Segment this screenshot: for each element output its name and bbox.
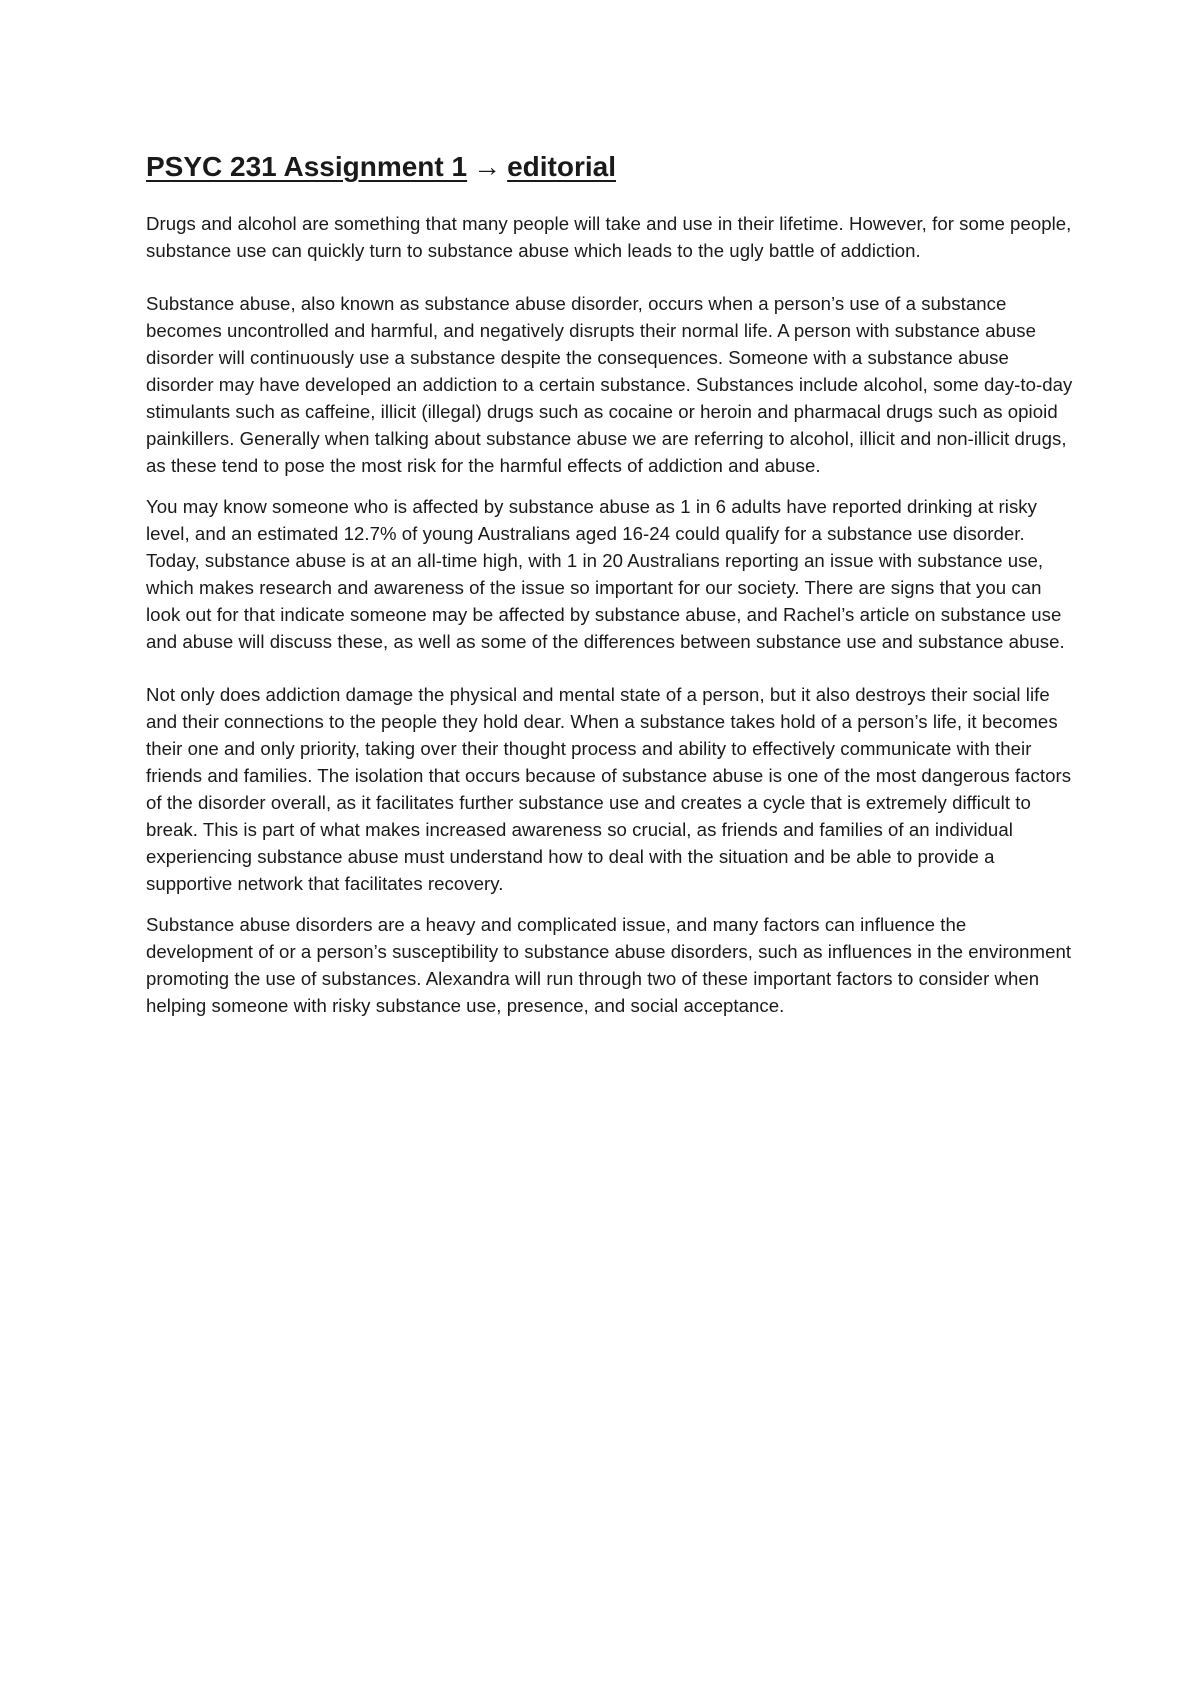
title-suffix: editorial [507, 151, 617, 182]
paragraph-social-impact: Not only does addiction damage the physical and mental state of a person, but it also destroys their social life and their connections to the people they hold dear. When a substance takes hold of a person’s life, it becomes their one and only priority, taking over their thought process and ability to effectively communicate with their friends and families. The isolation that occurs because of substance abuse is one of the most dangerous factors of the disorder overall, as it facilitates further substance use and creates a cycle that is extremely difficult to break. This is part of what makes increased awareness so crucial, as friends and families of an individual experiencing substance abuse must understand how to deal with the situation and be able to provide a supportive network that facilitates recovery. [146, 683, 1072, 894]
title-prefix: PSYC 231 Assignment 1 [146, 151, 468, 182]
document-body [146, 150, 1076, 1045]
paragraph-factors: Substance abuse disorders are a heavy and complicated issue, and many factors can influence the development of or a person’s susceptibility to substance abuse disorders, such as influences in the environment promoting the use of substances. Alexandra will run through two of these important factors to consider when helping someone with risky substance use, presence, and social acceptance. [146, 913, 1072, 1016]
document-title [146, 150, 1076, 184]
paragraph-statistics: You may know someone who is affected by substance abuse as 1 in 6 adults have reported drinking at risky level, and an estimated 12.7% of young Australians aged 16-24 could qualify for a substance use disorder. Today, substance abuse is at an all-time high, with 1 in 20 Australians reporting an issue with substance use, which makes research and awareness of the issue so important for our society. There are signs that you can look out for that indicate someone may be affected by substance abuse, and Rachel’s article on substance use and abuse will discuss these, as well as some of the differences between substance use and substance abuse. [146, 495, 1065, 652]
paragraph-intro: Drugs and alcohol are something that many people will take and use in their lifetime. However, for some people, substance use can quickly turn to substance abuse which leads to the ugly battle of addiction. [146, 212, 1072, 261]
paragraph-definition: Substance abuse, also known as substance abuse disorder, occurs when a person’s use of a substance becomes uncontrolled and harmful, and negatively disrupts their normal life. A person with substance abuse disorder will continuously use a substance despite the consequences. Someone with a substance abuse disorder may have developed an addiction to a certain substance. Substances include alcohol, some day-to-day stimulants such as caffeine, illicit (illegal) drugs such as cocaine or heroin and pharmacal drugs such as opioid painkillers. Generally when talking about substance abuse we are referring to alcohol, illicit and non-illicit drugs, as these tend to pose the most risk for the harmful effects of addiction and abuse. [146, 292, 1073, 476]
arrow-right-icon: → [473, 151, 502, 182]
